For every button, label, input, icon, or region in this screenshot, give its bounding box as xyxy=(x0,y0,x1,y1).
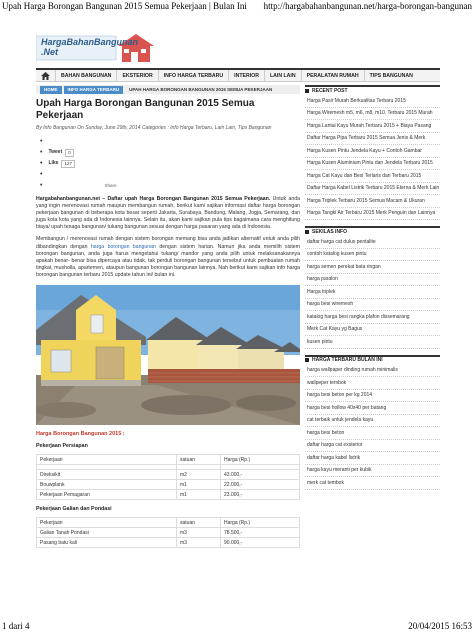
body-text-b: dengan sistem harian. Namun jika anda memilih sistem borongan bangunan, anda juga harus mengetahui tukang/ mandor yang anda pilih untuk melaksanakannya apakah benar- benar bisa dipercaya atau tidak, tak perduli borongan bangunan tersebut untuk pembuatan rumah tingkat, musholla, apartemen, ataupun bangunan borongan bangunan lainnya. Nah berikut kami sajikan info harga borongan bangunan terbaru 2015 update tahun ini/ bulan ini. xyxy=(36,243,301,278)
nav-info-harga-terbaru[interactable]: INFO HARGA TERBARU xyxy=(159,70,229,82)
table-cell: Bouwplank xyxy=(37,480,177,490)
sekilas-info-link[interactable]: daftar harga cat dulux pentalite xyxy=(305,236,440,249)
tweet-count: 0 xyxy=(65,149,74,157)
square-bullet-icon xyxy=(305,230,309,234)
intro-text: Untuk anda yang ingin merenovasi rumah maupun membangun rumah, berikut kami sajikan informasi daftar harga borongan pekerjaan bangunan di beberapa kota besar seperti Jakarta, Surabaya, Bandung, Malang, Jogja, Semarang, dan juga kota kota yang ada di Indonesia lainnya. Selain itu, akan kami sajikan pula tips bagaimana cara menghitung biaya/ upah tenaga bangunan/ tukang bangunan sesuai dengan harga pasaran yang ada di Indonesia. xyxy=(36,196,300,231)
house-photo-illustration xyxy=(36,285,300,425)
harga-terbaru-link[interactable]: merk cat tembok xyxy=(305,477,440,490)
main-content xyxy=(36,85,300,548)
table-cell: 43.000,- xyxy=(221,470,300,480)
print-page-number: 1 dari 4 xyxy=(2,621,30,631)
like-button[interactable]: Like xyxy=(48,160,59,166)
recent-post-link[interactable]: Harga Triplek Terbaru 2015 Semua Macam & Ukuran xyxy=(305,195,440,208)
harga-terbaru-title: HARGA TERBARU BULAN INI xyxy=(312,357,383,363)
sekilas-info-link[interactable]: harga semen perekat bata ringan xyxy=(305,261,440,274)
home-nav-button[interactable] xyxy=(36,70,56,82)
table-galian-pondasi xyxy=(36,517,300,548)
table-header-cell: satuan xyxy=(177,455,221,465)
table-cell: m2 xyxy=(177,470,221,480)
tweet-button[interactable]: Tweet xyxy=(48,149,63,155)
logo-text-main: HargaBahanBangunan xyxy=(41,37,139,47)
intro-paragraph xyxy=(36,196,300,231)
table-row xyxy=(37,490,300,500)
sidebar xyxy=(305,85,440,490)
home-icon xyxy=(41,72,50,80)
recent-post-link[interactable]: Harga Wiremesh m5, m6, m8, m10, Terbaru 2015 Murah xyxy=(305,108,440,121)
inline-link-harga-borongan[interactable]: harga borongan bangunan xyxy=(90,243,156,250)
breadcrumb-category[interactable]: INFO HARGA TERBARU xyxy=(64,86,124,94)
table-header-cell: Pekerjaan xyxy=(37,518,177,528)
house-photo xyxy=(36,285,300,425)
table-cell: 22.000,- xyxy=(221,480,300,490)
table-header-cell: Harga (Rp.) xyxy=(221,455,300,465)
table-cell: Pekerjaan Pemagaran xyxy=(37,490,177,500)
share-box: • • Tweet 0 • Like 127 • • Share xyxy=(40,138,117,189)
harga-terbaru-link[interactable]: harga besi hollow 40x40 per batang xyxy=(305,402,440,415)
sekilas-info-link[interactable]: kusen pintu xyxy=(305,336,440,349)
table-cell: m1 xyxy=(177,490,221,500)
table-row xyxy=(37,538,300,548)
price-heading: Harga Borongan Bangunan 2015 : xyxy=(36,431,125,438)
sekilas-info-link[interactable]: Merk Cat Kayu yg Bagus xyxy=(305,324,440,337)
recent-post-link[interactable]: Harga Lantai Kayu Murah Terbaru 2015 + Biaya Pasang xyxy=(305,120,440,133)
table-cell: 78.500,- xyxy=(221,528,300,538)
main-nav xyxy=(36,68,440,82)
print-datetime: 20/04/2015 16:53 xyxy=(408,621,472,631)
body-paragraph xyxy=(36,236,300,279)
harga-terbaru-list xyxy=(305,365,440,490)
sekilas-info-link[interactable]: contoh katalog kusen pintu xyxy=(305,249,440,262)
print-page-title: Upah Harga Borongan Bangunan 2015 Semua Pekerjaan | Bulan Ini xyxy=(2,1,247,11)
table-row xyxy=(37,480,300,490)
sekilas-info-link[interactable]: katalog harga besi rangka plafon dissemarang xyxy=(305,311,440,324)
harga-terbaru-heading xyxy=(305,355,440,363)
table-cell: 23.000,- xyxy=(221,490,300,500)
table-cell: m1 xyxy=(177,480,221,490)
section-galian-pondasi: Pekerjaan Galian dan Pondasi xyxy=(36,506,112,513)
sekilas-info-list xyxy=(305,236,440,349)
table-cell: Galian Tanah Pondasi xyxy=(37,528,177,538)
table-header-cell: satuan xyxy=(177,518,221,528)
recent-post-heading xyxy=(305,85,440,93)
harga-terbaru-link[interactable]: harga wallpaper dinding rumah minimalis xyxy=(305,365,440,378)
print-url: http://hargabahanbangunan.net/harga-borongan-bangunan xyxy=(263,1,472,11)
print-header xyxy=(0,0,474,12)
recent-post-link[interactable]: Harga Pasir Murah Berkualitas Terbaru 2015 xyxy=(305,95,440,108)
body-text-a: Membangun / merenovasi rumah dengan sistem borongan memang bisa anda jadikan alternatif untuk anda pilih dibandingkan dengan xyxy=(36,236,300,250)
breadcrumb-current: UPAH HARGA BORONGAN BANGUNAN 2015 SEMUA PEKERJAAN xyxy=(129,86,273,92)
recent-post-link[interactable]: Harga Kusen Pintu Jendela Kayu + Contoh Gambar xyxy=(305,145,440,158)
table-row xyxy=(37,470,300,480)
section-pekerjaan-persiapan: Pekerjaan Persiapan xyxy=(36,443,88,450)
table-cell: Direksikit xyxy=(37,470,177,480)
nav-bahan-bangunan[interactable]: BAHAN BANGUNAN xyxy=(56,70,117,82)
recent-post-link[interactable]: Harga Tangki Air Terbaru 2015 Merk Penguin dan Lainnya xyxy=(305,208,440,221)
recent-post-list xyxy=(305,95,440,220)
table-cell: m3 xyxy=(177,528,221,538)
nav-peralatan-rumah[interactable]: PERALATAN RUMAH xyxy=(302,70,365,82)
nav-lain-lain[interactable]: LAIN LAIN xyxy=(265,70,302,82)
table-header-cell: Harga (Rp.) xyxy=(221,518,300,528)
table-header-row xyxy=(37,518,300,528)
table-header-cell: Pekerjaan xyxy=(37,455,177,465)
nav-tips-bangunan[interactable]: TIPS BANGUNAN xyxy=(369,72,413,79)
harga-terbaru-link[interactable]: harga besi beton xyxy=(305,427,440,440)
table-header-row xyxy=(37,455,300,465)
square-bullet-icon xyxy=(305,89,309,93)
site-logo[interactable] xyxy=(36,30,156,68)
recent-post-link[interactable]: Daftar Harga Kabel Listrik Terbaru 2015 Eterna & Merk Lain xyxy=(305,183,440,196)
sekilas-info-heading xyxy=(305,226,440,234)
table-row xyxy=(37,528,300,538)
breadcrumb-home[interactable]: HOME xyxy=(40,86,62,94)
recent-post-link[interactable]: Daftar Harga Pipa Terbaru 2015 Semua Jenis & Merk xyxy=(305,133,440,146)
recent-post-link[interactable]: Harga Kusen Aluminium Pintu dan Jendela Terbaru 2015 xyxy=(305,158,440,171)
square-bullet-icon xyxy=(305,358,309,362)
harga-terbaru-link[interactable]: cat terbaik untuk jendela kayu xyxy=(305,415,440,428)
intro-bold: Hargabahanbangunan.net – Daftar upah Harga Borongan Bangunan 2015 Semua Pekerjaan. xyxy=(36,196,271,202)
harga-terbaru-link[interactable]: daftar harga cat exsterior xyxy=(305,440,440,453)
share-button[interactable]: Share xyxy=(104,183,117,188)
table-cell: 90.000,- xyxy=(221,538,300,548)
sekilas-info-title: SEKILAS INFO xyxy=(312,228,348,235)
nav-eksterior[interactable]: EKSTERIOR xyxy=(117,70,158,82)
post-title: Upah Harga Borongan Bangunan 2015 Semua Pekerjaan xyxy=(36,98,255,121)
nav-interior[interactable]: INTERIOR xyxy=(229,70,265,82)
logo-text-suffix: .Net xyxy=(41,47,59,57)
recent-post-link[interactable]: Harga Cat Kayu dan Besi Terlaris dan Terbaru 2015 xyxy=(305,170,440,183)
table-pekerjaan-persiapan xyxy=(36,454,300,500)
breadcrumb xyxy=(36,85,300,94)
harga-terbaru-link[interactable]: daftar harga kabel listrik xyxy=(305,452,440,465)
sekilas-info-link[interactable]: harga besi wiremesh xyxy=(305,299,440,312)
harga-terbaru-link[interactable]: harga kayu meranti per kubik xyxy=(305,465,440,478)
table-cell: Pasang batu kali xyxy=(37,538,177,548)
harga-terbaru-link[interactable]: wallpeper tembok xyxy=(305,377,440,390)
post-meta: By Info Bangunan On Sunday, June 29th, 2014 Categories : Info Harga Terbaru, Lain Lain, Tips Bangunan xyxy=(36,125,272,131)
like-count: 127 xyxy=(61,160,75,168)
print-footer xyxy=(0,620,474,632)
harga-terbaru-link[interactable]: harga besi beton per kg 2014 xyxy=(305,390,440,403)
table-cell: m3 xyxy=(177,538,221,548)
sekilas-info-link[interactable]: harga paralon xyxy=(305,274,440,287)
recent-post-title: RECENT POST xyxy=(312,87,348,94)
sekilas-info-link[interactable]: Harga triplek xyxy=(305,286,440,299)
